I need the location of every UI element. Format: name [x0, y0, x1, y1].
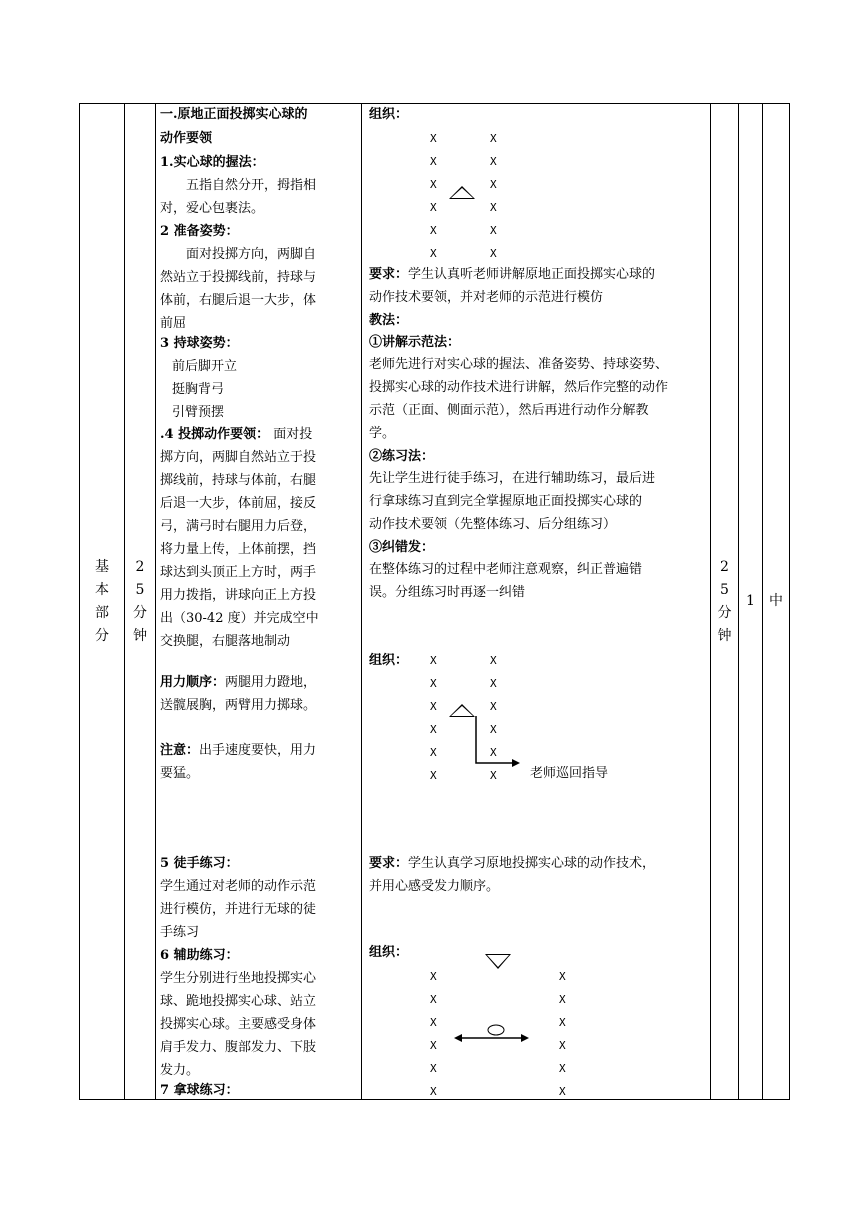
throw-text: 用力拨指，讲球向正上方投 [160, 588, 317, 603]
order-heading: 用力顺序： [160, 675, 226, 690]
student-mark: X [430, 1039, 437, 1052]
student-mark: X [430, 178, 437, 191]
grip-text: 对，爱心包裹法。 [160, 201, 265, 216]
student-mark: X [430, 723, 437, 736]
student-mark: X [430, 700, 437, 713]
bare-heading: 5 徒手练习： [160, 856, 239, 871]
throw-text: 交换腿，右腿落地制动 [160, 634, 291, 649]
time-cell [125, 104, 156, 1100]
bare-text: 进行模仿，并进行无球的徒 [160, 902, 317, 917]
hold-item: 挺胸背弓 [172, 382, 225, 397]
throw-heading: .4 投掷动作要领： [160, 427, 270, 442]
student-mark: X [430, 155, 437, 168]
org-label: 组织： [369, 107, 409, 122]
method3-heading: ③纠错发： [369, 540, 435, 555]
count-value: 1 [746, 593, 755, 609]
throw-text: 掷线前，持球与体前，右腿 [160, 473, 317, 488]
ready-text: 体前，右腿后退一大步，体 [160, 293, 317, 308]
method1-text: 学。 [369, 426, 396, 441]
student-mark: X [430, 224, 437, 237]
student-mark: X [430, 201, 437, 214]
student-mark: X [430, 1085, 437, 1098]
student-mark: X [430, 1062, 437, 1075]
time-char: 分 [133, 604, 147, 621]
student-mark: X [559, 1016, 566, 1029]
grip-heading: 1.实心球的握法： [160, 155, 265, 170]
method3-text: 在整体练习的过程中老师注意观察，纠正普遍错 [369, 562, 643, 577]
method-heading: 教法： [369, 313, 409, 328]
section-char: 本 [95, 581, 109, 598]
student-mark: X [430, 993, 437, 1006]
method1-text: 投掷实心球的动作技术进行讲解，然后作完整的动作 [369, 380, 669, 395]
ball-exchange-arrow-icon [454, 1024, 529, 1048]
requirement-text: 学生认真听老师讲解原地正面投掷实心球的 [408, 267, 656, 282]
ball-heading: 7 拿球练习： [160, 1083, 239, 1098]
bare-text: 手练习 [160, 925, 200, 940]
student-mark: X [490, 224, 497, 237]
hold-heading: 3 持球姿势： [160, 336, 239, 351]
aux-text: 投掷实心球。主要感受身体 [160, 1017, 317, 1032]
organization-cell [362, 104, 711, 1100]
aux-text: 球、跪地投掷实心球、站立 [160, 994, 317, 1009]
student-mark: X [430, 970, 437, 983]
ready-text: 然站立于投掷线前，持球与 [160, 270, 317, 285]
intensity-cell [763, 104, 790, 1100]
throw-text: 球达到头顶正上方时，两手 [160, 565, 317, 580]
requirement-heading: 要求： [369, 267, 409, 282]
section-char: 分 [95, 627, 109, 644]
method1-text: 老师先进行对实心球的握法、准备姿势、持球姿势、 [369, 357, 669, 372]
student-mark: X [490, 247, 497, 260]
student-mark: X [430, 654, 437, 667]
throw-text: 出（30-42 度）并完成空中 [160, 611, 319, 626]
note-heading: 注意： [160, 743, 200, 758]
student-mark: X [490, 155, 497, 168]
time-char: 钟 [133, 627, 147, 644]
org-label: 组织： [369, 653, 409, 668]
count-cell [739, 104, 763, 1100]
ready-text: 前屈 [160, 316, 187, 331]
section-char: 部 [95, 604, 109, 621]
section-char: 基 [95, 558, 109, 575]
order-text: 两腿用力蹬地， [225, 675, 317, 690]
student-mark: X [490, 654, 497, 667]
student-mark: X [559, 993, 566, 1006]
content-cell [156, 104, 362, 1100]
throw-text: 将力量上传，上体前摆，挡 [160, 542, 317, 557]
throw-text: 掷方向，两脚自然站立于投 [160, 450, 317, 465]
student-mark: X [559, 970, 566, 983]
requirement2-heading: 要求： [369, 856, 409, 871]
order-line [160, 672, 316, 694]
section-cell [80, 104, 125, 1100]
ready-heading: 2 准备姿势： [160, 224, 239, 239]
patrol-label: 老师巡回指导 [530, 766, 609, 781]
time-right-char: 分 [717, 604, 732, 621]
student-mark: X [490, 769, 497, 782]
student-mark: X [430, 1016, 437, 1029]
aux-text: 学生分别进行坐地投掷实心 [160, 971, 317, 986]
student-mark: X [490, 178, 497, 191]
student-mark: X [490, 700, 497, 713]
throw-text: 弓，满弓时右腿用力后登， [160, 519, 317, 534]
method1-heading: ①讲解示范法： [369, 335, 461, 350]
student-mark: X [490, 132, 497, 145]
method3-text: 误。分组练习时再逐一纠错 [369, 585, 526, 600]
org-label: 组织： [369, 945, 409, 960]
throw-text: 后退一大步，体前屈，接反 [160, 496, 317, 511]
requirement-line [369, 264, 655, 286]
teacher-triangle-down-icon [485, 954, 511, 969]
requirement-text: 动作技术要领，并对老师的示范进行模仿 [369, 290, 604, 305]
student-mark: X [430, 247, 437, 260]
throw-line [160, 424, 312, 446]
time-right-cell [711, 104, 739, 1100]
time-char: 5 [135, 581, 145, 598]
lesson-plan-table [79, 103, 790, 1100]
student-mark: X [430, 746, 437, 759]
aux-heading: 6 辅助练习： [160, 948, 239, 963]
time-char: 2 [135, 558, 145, 575]
throw-text: 面对投 [269, 427, 313, 442]
hold-item: 引臂预摆 [172, 405, 225, 420]
student-mark: X [490, 201, 497, 214]
method1-text: 示范（正面、侧面示范），然后再进行动作分解教 [369, 403, 649, 418]
student-mark: X [430, 677, 437, 690]
time-right-char: 5 [720, 581, 729, 598]
ready-text: 面对投掷方向，两脚自 [186, 247, 317, 262]
requirement2-text: 学生认真学习原地投掷实心球的动作技术， [408, 856, 656, 871]
table-row [80, 104, 790, 1100]
student-mark: X [559, 1085, 566, 1098]
method2-text: 动作技术要领（先整体练习、后分组练习） [369, 517, 617, 532]
method2-text: 行拿球练习直到完全掌握原地正面投掷实心球的 [369, 494, 643, 509]
aux-text: 发力。 [160, 1063, 200, 1078]
hold-item: 前后脚开立 [172, 359, 238, 374]
method2-text: 先让学生进行徒手练习，在进行辅助练习，最后进 [369, 471, 656, 486]
student-mark: X [559, 1062, 566, 1075]
order-text: 送髋展胸，两臂用力掷球。 [160, 698, 317, 713]
student-mark: X [490, 746, 497, 759]
time-right-char: 2 [720, 558, 729, 575]
requirement2-text: 并用心感受发力顺序。 [369, 879, 500, 894]
student-mark: X [430, 769, 437, 782]
note-line [160, 740, 316, 762]
note-text: 出手速度要快，用力 [199, 743, 317, 758]
title-line: 动作要领 [160, 131, 213, 146]
student-mark: X [559, 1039, 566, 1052]
teacher-triangle-icon [449, 186, 475, 199]
requirement2-line [369, 853, 655, 875]
bare-text: 学生通过对老师的动作示范 [160, 879, 317, 894]
student-mark: X [490, 677, 497, 690]
note-text: 要猛。 [160, 766, 200, 781]
student-mark: X [490, 723, 497, 736]
time-right-char: 钟 [717, 627, 732, 644]
student-mark: X [430, 132, 437, 145]
aux-text: 肩手发力、腹部发力、下肢 [160, 1040, 317, 1055]
method2-heading: ②练习法： [369, 449, 435, 464]
intensity-value: 中 [769, 593, 783, 609]
grip-text: 五指自然分开，拇指相 [186, 178, 317, 193]
title-line: 一.原地正面投掷实心球的 [160, 107, 308, 122]
